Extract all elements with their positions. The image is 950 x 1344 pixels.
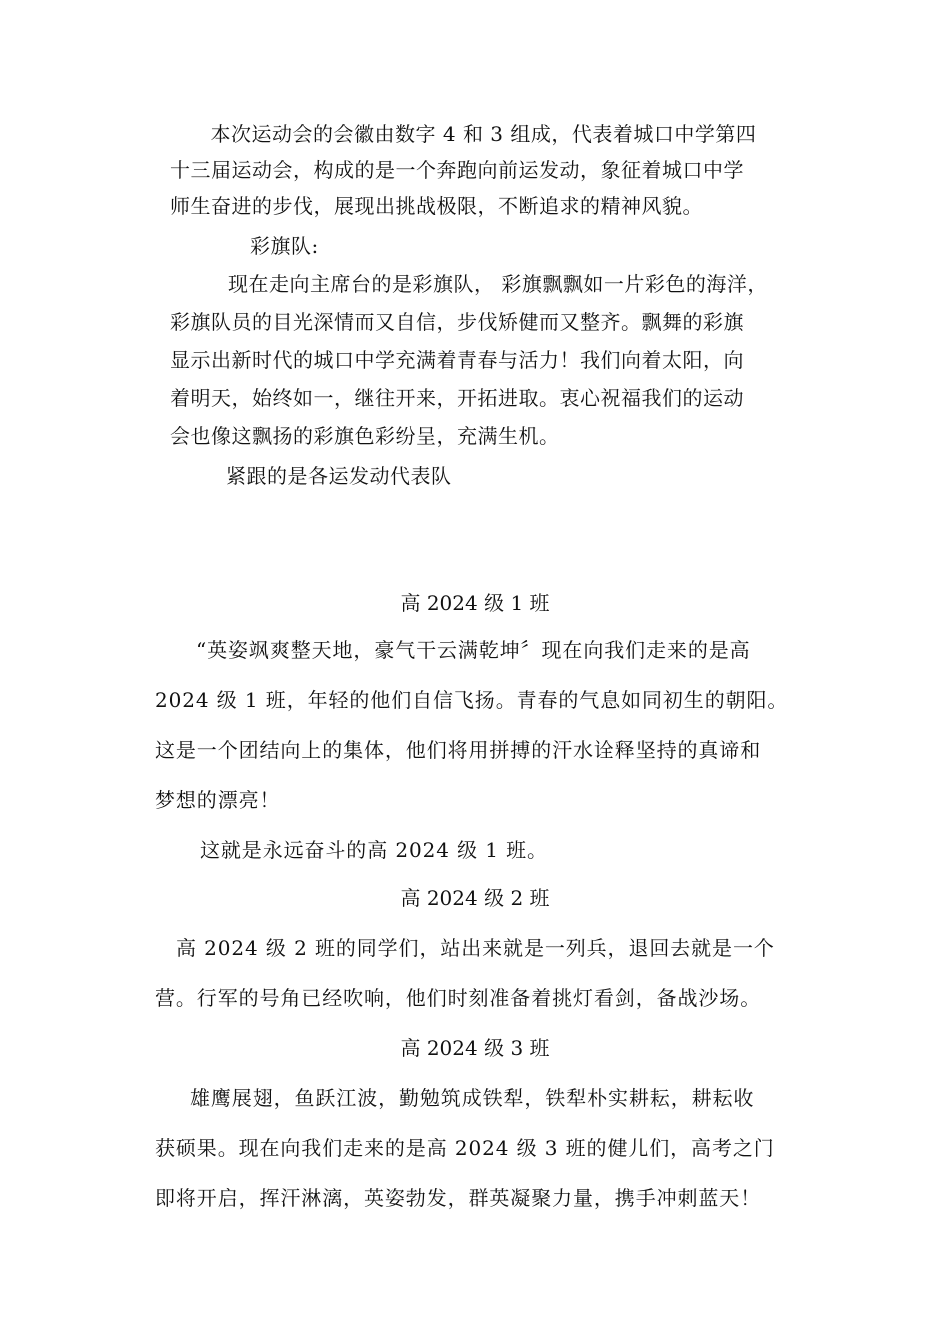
followed-by-line: 紧跟的是各运发动代表队 [226, 464, 452, 488]
flag-team-line-5: 会也像这飘扬的彩旗色彩纷呈，充满生机。 [170, 424, 560, 448]
flag-team-line-3: 显示出新时代的城口中学充满着青春与活力！我们向着太阳，向 [170, 348, 744, 372]
class2-title: 高 2024 级 2 班 [400, 886, 550, 910]
class1-line-2: 2024 级 1 班，年轻的他们自信飞扬。青春的气息如同初生的朝阳。 [155, 688, 789, 712]
class1-line-4: 梦想的漂亮！ [155, 788, 281, 812]
class3-line-1: 雄鹰展翅，鱼跃江波，勤勉筑成铁犁，铁犁朴实耕耘，耕耘收 [190, 1086, 755, 1110]
emblem-line-2: 十三届运动会，构成的是一个奔跑向前运发动，象征着城口中学 [170, 158, 744, 182]
flag-team-heading: 彩旗队: [250, 234, 319, 258]
class2-line-1: 高 2024 级 2 班的同学们，站出来就是一列兵，退回去就是一个 [176, 936, 775, 960]
class1-title: 高 2024 级 1 班 [400, 591, 550, 615]
emblem-line-3: 师生奋进的步伐，展现出挑战极限，不断追求的精神风貌。 [170, 194, 703, 218]
class3-line-3: 即将开启，挥汗淋漓，英姿勃发，群英凝聚力量，携手冲刺蓝天！ [155, 1186, 762, 1210]
class1-line-1: “英姿飒爽整天地，豪气干云满乾坤〞现在向我们走来的是高 [196, 638, 751, 662]
class3-line-2: 获硕果。现在向我们走来的是高 2024 级 3 班的健儿们，高考之门 [155, 1136, 775, 1160]
class3-title: 高 2024 级 3 班 [400, 1036, 550, 1060]
class1-closing: 这就是永远奋斗的高 2024 级 1 班。 [200, 838, 548, 862]
flag-team-line-1: 现在走向主席台的是彩旗队， 彩旗飘飘如一片彩色的海洋， [228, 272, 768, 296]
class1-line-3: 这是一个团结向上的集体，他们将用拼搏的汗水诠释坚持的真谛和 [155, 738, 762, 762]
class2-line-2: 营。行军的号角已经吹响，他们时刻准备着挑灯看剑，备战沙场。 [155, 986, 762, 1010]
flag-team-line-4: 着明天，始终如一，继往开来，开拓进取。衷心祝福我们的运动 [170, 386, 744, 410]
emblem-line-1: 本次运动会的会徽由数字 4 和 3 组成，代表着城口中学第四 [190, 122, 757, 146]
flag-team-line-2: 彩旗队员的目光深情而又自信，步伐矫健而又整齐。飘舞的彩旗 [170, 310, 744, 334]
